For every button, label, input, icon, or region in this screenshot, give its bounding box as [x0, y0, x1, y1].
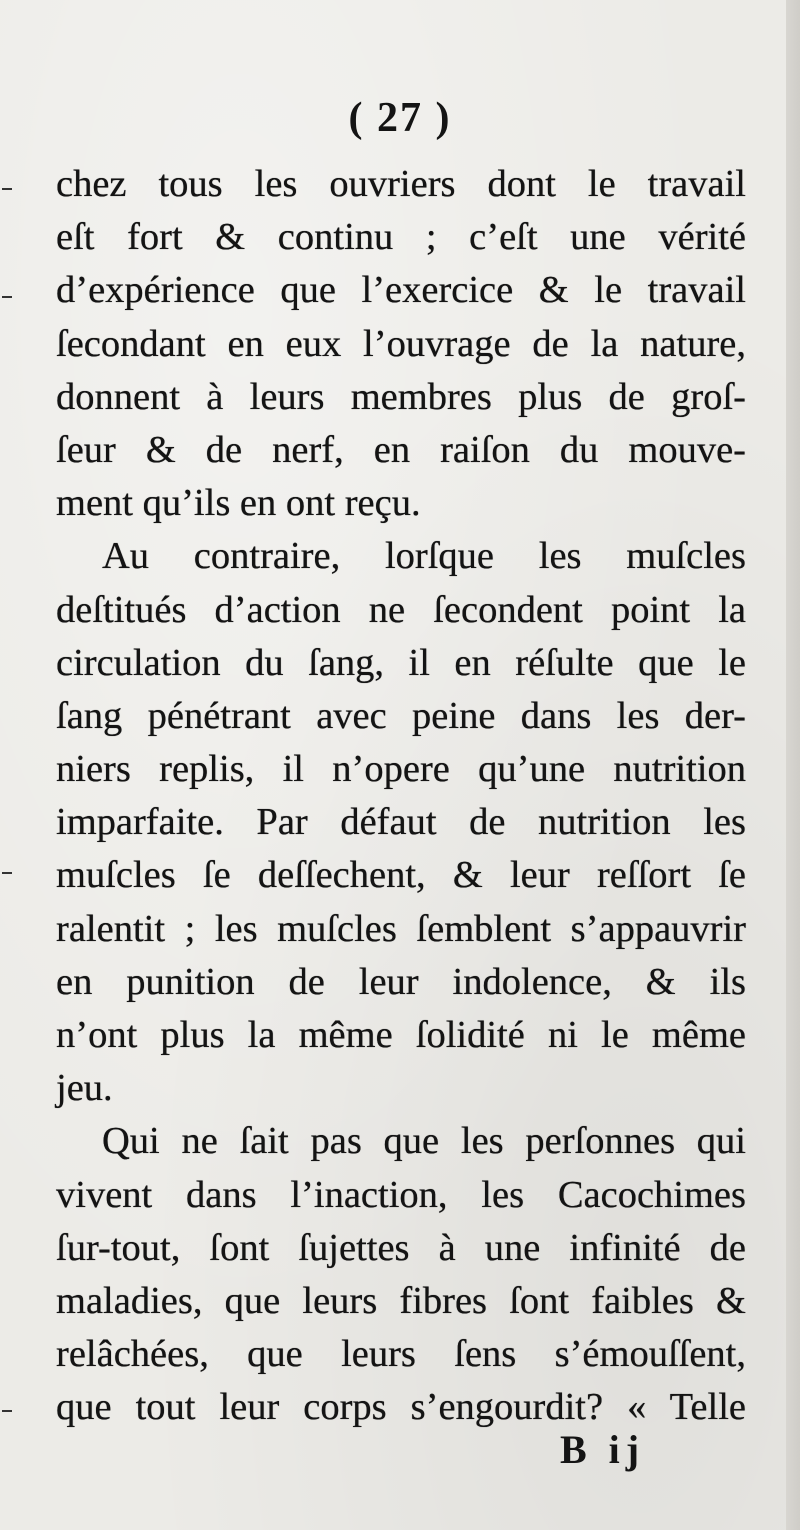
- margin-mark: [2, 188, 12, 190]
- text-line: muſcles ſe deſſechent, & leur reſſort ſe: [56, 854, 746, 897]
- margin-mark: [2, 1410, 12, 1412]
- text-line: vivent dans l’inaction, les Cacochimes: [56, 1173, 746, 1216]
- text-line: ſur-tout, ſont ſujettes à une infinité de: [56, 1226, 746, 1269]
- body-text: [56, 158, 746, 1435]
- text-line: n’ont plus la même ſolidité ni le même: [56, 1014, 746, 1056]
- text-line: ment qu’ils en ont reçu.: [56, 482, 421, 525]
- text-line: ralentit ; les muſcles ſemblent s’appauvrir: [56, 907, 746, 950]
- text-line: ſecondant en eux l’ouvrage de la nature,: [56, 322, 746, 365]
- text-line: niers replis, il n’opere qu’une nutrition: [56, 748, 746, 791]
- text-line: Qui ne ſait pas que les perſonnes qui: [102, 1120, 746, 1163]
- text-line: que tout leur corps s’engourdit? « Telle: [56, 1386, 746, 1429]
- text-line: Au contraire, lorſque les muſcles: [102, 535, 746, 578]
- text-line: circulation du ſang, il en réſulte que le: [56, 641, 746, 684]
- text-line: relâchées, que leurs ſens s’émouſſent,: [56, 1333, 746, 1376]
- text-line: chez tous les ouvriers dont le travail: [56, 163, 746, 205]
- text-line: ſeur & de nerf, en raiſon du mouve-: [56, 428, 746, 471]
- text-line: jeu.: [56, 1067, 113, 1110]
- margin-mark: [2, 872, 12, 874]
- text-line: donnent à leurs membres plus de groſ-: [56, 375, 746, 418]
- page-number: ( 27 ): [348, 95, 452, 141]
- signature-mark: B ij: [560, 1427, 646, 1472]
- text-line: imparfaite. Par défaut de nutrition les: [56, 801, 746, 844]
- margin-mark: [2, 296, 12, 298]
- text-line: eſt fort & continu ; c’eſt une vérité: [56, 216, 746, 259]
- text-line: maladies, que leurs fibres ſont faibles &: [56, 1279, 746, 1322]
- text-line: d’expérience que l’exercice & le travail: [56, 269, 746, 312]
- text-line: ſang pénétrant avec peine dans les der-: [56, 694, 746, 737]
- text-line: en punition de leur indolence, & ils: [56, 960, 746, 1003]
- page-edge: [786, 0, 800, 1530]
- text-line: deſtitués d’action ne ſecondent point la: [56, 588, 746, 631]
